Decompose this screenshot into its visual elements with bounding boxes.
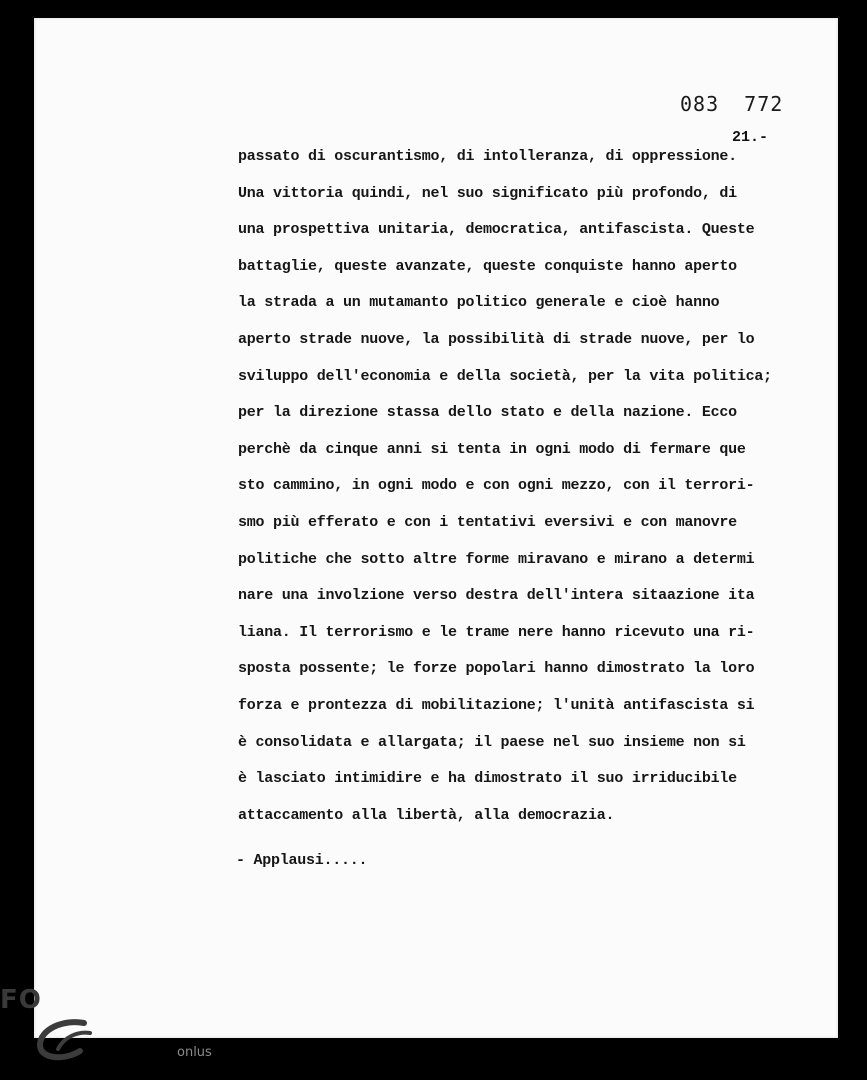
page-number: 21.-: [732, 129, 769, 146]
text-line: sto cammino, in ogni modo e con ogni mezzo, con il terrori-: [238, 477, 755, 495]
watermark-brand: FO: [0, 985, 42, 1015]
text-line: sposta possente; le forze popolari hanno dimostrato la loro: [238, 660, 755, 678]
typewritten-text: [238, 143, 838, 838]
text-line: per la direzione stassa dello stato e della nazione. Ecco: [238, 404, 737, 422]
text-line: aperto strade nuove, la possibilità di strade nuove, per lo: [238, 330, 755, 348]
text-line: una prospettiva unitaria, democratica, antifascista. Queste: [238, 221, 755, 239]
text-line: battaglie, queste avanzate, queste conquiste hanno aperto: [238, 257, 737, 275]
text-line: Una vittoria quindi, nel suo significato più profondo, di: [238, 184, 737, 202]
text-line: perchè da cinque anni si tenta in ogni modo di fermare que: [238, 440, 746, 458]
applause-note: - Applausi.....: [236, 852, 368, 869]
text-line: è lasciato intimidire e ha dimostrato il suo irriducibile: [238, 770, 737, 788]
watermark-suffix: onlus: [177, 1045, 212, 1060]
text-line: attaccamento alla libertà, alla democrazia.: [238, 806, 615, 824]
text-line: sviluppo dell'economia e della società, per la vita politica;: [238, 367, 772, 385]
swoosh-logo-icon: [34, 1015, 94, 1065]
text-line: nare una involzione verso destra dell'intera sitaazione ita: [238, 587, 755, 605]
text-line: liana. Il terrorismo e le trame nere hanno ricevuto una ri-: [238, 623, 755, 641]
text-line: passato di oscurantismo, di intolleranza, di oppressione.: [238, 148, 737, 165]
text-line: forza e prontezza di mobilitazione; l'unità antifascista si: [238, 696, 755, 714]
document-code: 083 772: [680, 92, 784, 116]
text-line: la strada a un mutamanto politico generale e cioè hanno: [238, 294, 720, 312]
text-line: smo più efferato e con i tentativi eversivi e con manovre: [238, 513, 737, 531]
watermark: [0, 985, 230, 1080]
text-line: politiche che sotto altre forme miravano e mirano a determi: [238, 550, 755, 568]
text-line: è consolidata e allargata; il paese nel suo insieme non si: [238, 733, 746, 751]
